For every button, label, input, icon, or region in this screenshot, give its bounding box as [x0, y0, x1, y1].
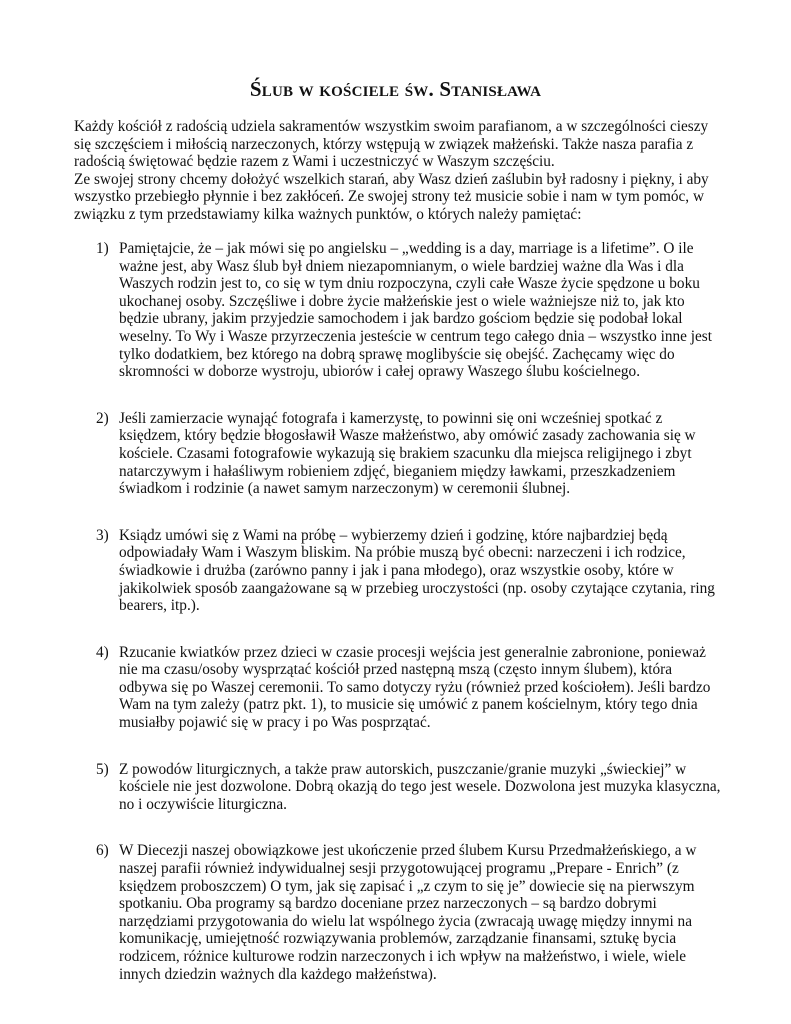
list-item-number: 2)	[96, 409, 109, 427]
intro-paragraph: Każdy kościół z radością udziela sakramentów wszystkim swoim parafianom, a w szczególności cieszy się szczęściem i miłością narzeczonych, którzy wstępują w związek małżeński. Także nasza parafia z radością świętować będzie razem z Wami i uczestniczyć w Waszym szczęściu.	[74, 118, 709, 171]
list-item	[74, 527, 722, 615]
list-item	[74, 410, 722, 498]
list-item-number: 1)	[96, 240, 109, 257]
list-item	[74, 240, 722, 381]
list-item-text: Jeśli zamierzacie wynająć fotografa i kamerzystę, to powinni się oni wcześniej spotkać z księdzem, który będzie błogosławił Wasze małżeństwo, aby omówić zasady zachowania się w kościele. Czasami fotografowie wykazują się brakiem szacunku dla miejsca religijnego i zbyt natarczywym i hałaśliwym robieniem zdjęć, bieganiem między ławkami, przeszkadzeniem świadkom i rodzinie (a nawet samym narzeczonym) w ceremonii ślubnej.	[119, 409, 696, 498]
numbered-list	[74, 240, 722, 983]
list-item-text: Rzucanie kwiatków przez dzieci w czasie procesji wejścia jest generalnie zabronione, ponieważ nie ma czasu/osoby wysprzątać kościół przed następną mszą (często innym ślubem), która odbywa się po Waszej ceremonii. To samo dotyczy ryżu (również przed kościołem). Jeśli bardzo Wam na tym zależy (patrz pkt. 1), to musicie się umówić z panem kościelnym, który tego dnia musiałby pojawić się w pracy i po Was posprzątać.	[119, 643, 711, 732]
intro-section	[74, 118, 722, 224]
list-item	[74, 761, 722, 814]
intro-paragraph: Ze swojej strony chcemy dołożyć wszelkich starań, aby Wasz dzień zaślubin był radosny i piękny, i aby wszystko przebiegło płynnie i bez zakłóceń. Ze swojej strony też musicie sobie i nam w tym pomóc, w związku z tym przedstawiamy kilka ważnych punktów, o których należy pamiętać:	[74, 170, 709, 223]
list-item	[74, 842, 722, 983]
list-item-text: Pamiętajcie, że – jak mówi się po angielsku – „wedding is a day, marriage is a lifetime”. O ile ważne jest, aby Wasz ślub był dniem niezapomnianym, o wiele bardziej ważne dla Was i dla Waszych rodzin jest to, co się w tym dniu rozpoczyna, czyli całe Wasze życie spędzone u boku ukochanej osoby. Szczęśliwe i dobre życie małżeńskie jest o wiele ważniejsze niż to, jak kto będzie ubrany, jakim przyjedzie samochodem i jak bardzo gościom będzie się podobał lokal weselny. To Wy i Wasze przyrzeczenia jesteście w centrum tego całego dnia – wszystko inne jest tylko dodatkiem, bez którego na dobrą sprawę moglibyście się obejść. Zachęcamy więc do skromności w doborze wystroju, ubiorów i całej oprawy Waszego ślubu kościelnego.	[119, 240, 713, 381]
list-item-text: Z powodów liturgicznych, a także praw autorskich, puszczanie/granie muzyki „świeckiej” w kościele nie jest dozwolone. Dobrą okazją do tego jest wesele. Dozwolona jest muzyka klasyczna, no i oczywiście liturgiczna.	[119, 760, 721, 813]
list-item-number: 6)	[96, 842, 109, 860]
list-item-text: W Diecezji naszej obowiązkowe jest ukończenie przed ślubem Kursu Przedmałżeńskiego, a w naszej parafii również indywidualnej sesji przygotowującej programu „Prepare - Enrich” (z księdzem proboszczem) O tym, jak się zapisać i „z czym to się je” dowiecie się na pierwszym spotkaniu. Oba programy są bardzo doceniane przez narzeczonych – są bardzo dobrymi narzędziami przygotowania do wielu lat wspólnego życia (zwracają uwagę między innymi na komunikację, umiejętność rozwiązywania problemów, zarządzanie finansami, sztukę bycia rodzicem, różnice kulturowe rodzin narzeczonych i ich wpływ na małżeństwo, i wiele, wiele innych dziedzin ważnych dla każdego małżeństwa).	[119, 842, 697, 983]
list-item-number: 3)	[96, 526, 109, 544]
list-item	[74, 644, 722, 732]
page-title: Ślub w kościele św. Stanisława	[249, 77, 542, 101]
list-item-number: 4)	[96, 643, 109, 661]
list-item-text: Ksiądz umówi się z Wami na próbę – wybierzemy dzień i godzinę, które najbardziej będą odpowiadały Wam i Waszym bliskim. Na próbie muszą być obecni: narzeczeni i ich rodzice, świadkowie i drużba (zarówno panny i jak i pana młodego), oraz wszystkie osoby, które w jakikolwiek sposób zaangażowane są w przebieg uroczystości (np. osoby czytające czytania, ring bearers, itp.).	[119, 526, 715, 615]
list-item-number: 5)	[96, 760, 109, 778]
